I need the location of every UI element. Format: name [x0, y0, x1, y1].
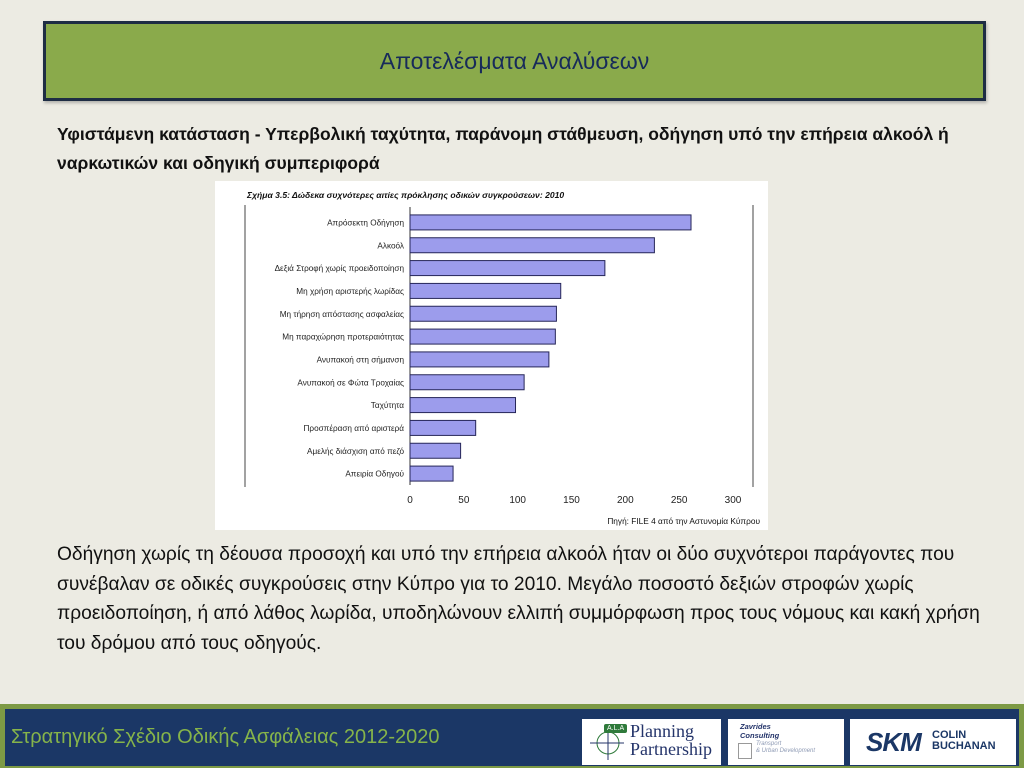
- category-label: Απρόσεκτη Οδήγηση: [327, 218, 404, 228]
- category-label: Απειρία Οδηγού: [345, 469, 404, 479]
- title-bar: [43, 21, 986, 101]
- footer-panel: [5, 709, 1019, 766]
- x-tick-label: 200: [616, 495, 634, 506]
- bar: [410, 375, 524, 390]
- planning-wordmark: [630, 722, 712, 758]
- footer-title: Στρατηγικό Σχέδιο Οδικής Ασφάλειας 2012-2020: [11, 726, 440, 748]
- zavrides-line3: Transport: [756, 741, 782, 747]
- bar: [410, 238, 654, 253]
- skm-mark: SKM: [866, 727, 921, 757]
- category-label: Αλκοόλ: [377, 241, 404, 251]
- slide-subtitle: Υφιστάμενη κατάσταση - Υπερβολική ταχύτητα, παράνομη στάθμευση, οδήγηση υπό την επήρεια αλκοόλ ή ναρκωτικών και οδηγική συμπεριφορά: [57, 124, 949, 173]
- bar-chart: [215, 181, 768, 530]
- planning-line2: Partnership: [630, 739, 712, 759]
- x-tick-label: 50: [458, 495, 470, 506]
- bar: [410, 466, 453, 481]
- x-tick-label: 100: [509, 495, 527, 506]
- bars-layer: [410, 215, 691, 481]
- slide-title: Αποτελέσματα Αναλύσεων: [379, 47, 650, 74]
- bar: [410, 398, 516, 413]
- bar: [410, 329, 555, 344]
- zavrides-line2: Consulting: [740, 731, 780, 740]
- bar: [410, 352, 549, 367]
- chart-source: Πηγή: FILE 4 από την Αστυνομία Κύπρου: [607, 516, 760, 526]
- category-label: Μη παραχώρηση προτεραιότητας: [282, 332, 404, 342]
- zavrides-line1: Zavrides: [740, 722, 771, 731]
- category-label: Μη χρήση αριστερής λωρίδας: [296, 286, 404, 296]
- zavrides-logo: [728, 719, 844, 765]
- x-tick-label: 150: [563, 495, 580, 506]
- x-tick-label: 250: [670, 495, 688, 506]
- skm-line1: COLIN: [932, 729, 967, 741]
- skm-colin-buchanan-logo: [850, 719, 1016, 765]
- skm-line2: BUCHANAN: [932, 740, 996, 752]
- bar: [410, 215, 691, 230]
- zavrides-tagline: [756, 741, 815, 755]
- category-label: Προσπέραση από αριστερά: [303, 423, 404, 433]
- x-tick-label: 0: [407, 495, 413, 506]
- category-label: Ανυπακοή στη σήμανση: [316, 355, 404, 365]
- category-label: Δεξιά Στροφή χωρίς προειδοποίηση: [274, 264, 404, 274]
- chart-container: [215, 181, 768, 530]
- planning-line1: Planning: [630, 721, 695, 741]
- zavrides-name: [740, 722, 779, 740]
- chart-title: Σχήμα 3.5: Δώδεκα συχνότερες αιτίες πρόκλησης οδικών συγκρούσεων: 2010: [247, 190, 565, 200]
- x-tick-label: 300: [724, 495, 742, 506]
- category-labels: [275, 218, 405, 478]
- planning-badge: A.L.A: [604, 724, 627, 733]
- body-paragraph: Οδήγηση χωρίς τη δέουσα προσοχή και υπό την επήρεια αλκοόλ ήταν οι δύο συχνότεροι παράγοντες που συνέβαλαν σε οδικές συγκρούσεις στην Κύπρο για το 2010. Μεγάλο ποσοστό δεξιών στροφών χωρίς προειδοποίηση, ή από λάθος λωρίδα, υποδηλώνουν ελλιπή συμμόρφωση προς τους νόμους και κακή χρήση του δρόμου από τους οδηγούς.: [57, 544, 980, 654]
- x-tick-labels: [407, 495, 742, 506]
- skm-name: [932, 730, 996, 752]
- zavrides-line4: & Urban Development: [756, 748, 816, 754]
- footer: [0, 704, 1024, 768]
- bar: [410, 306, 556, 321]
- bar: [410, 261, 605, 276]
- bar: [410, 420, 476, 435]
- planning-partnership-logo: [582, 719, 721, 765]
- category-label: Μη τήρηση απόστασης ασφαλείας: [279, 309, 404, 319]
- bar: [410, 443, 461, 458]
- category-label: Αμελής διάσχιση από πεζό: [307, 446, 404, 456]
- category-label: Ταχύτητα: [370, 401, 404, 411]
- bar: [410, 283, 561, 298]
- category-label: Ανυπακοή σε Φώτα Τροχαίας: [297, 378, 404, 388]
- grid-icon: [738, 743, 752, 759]
